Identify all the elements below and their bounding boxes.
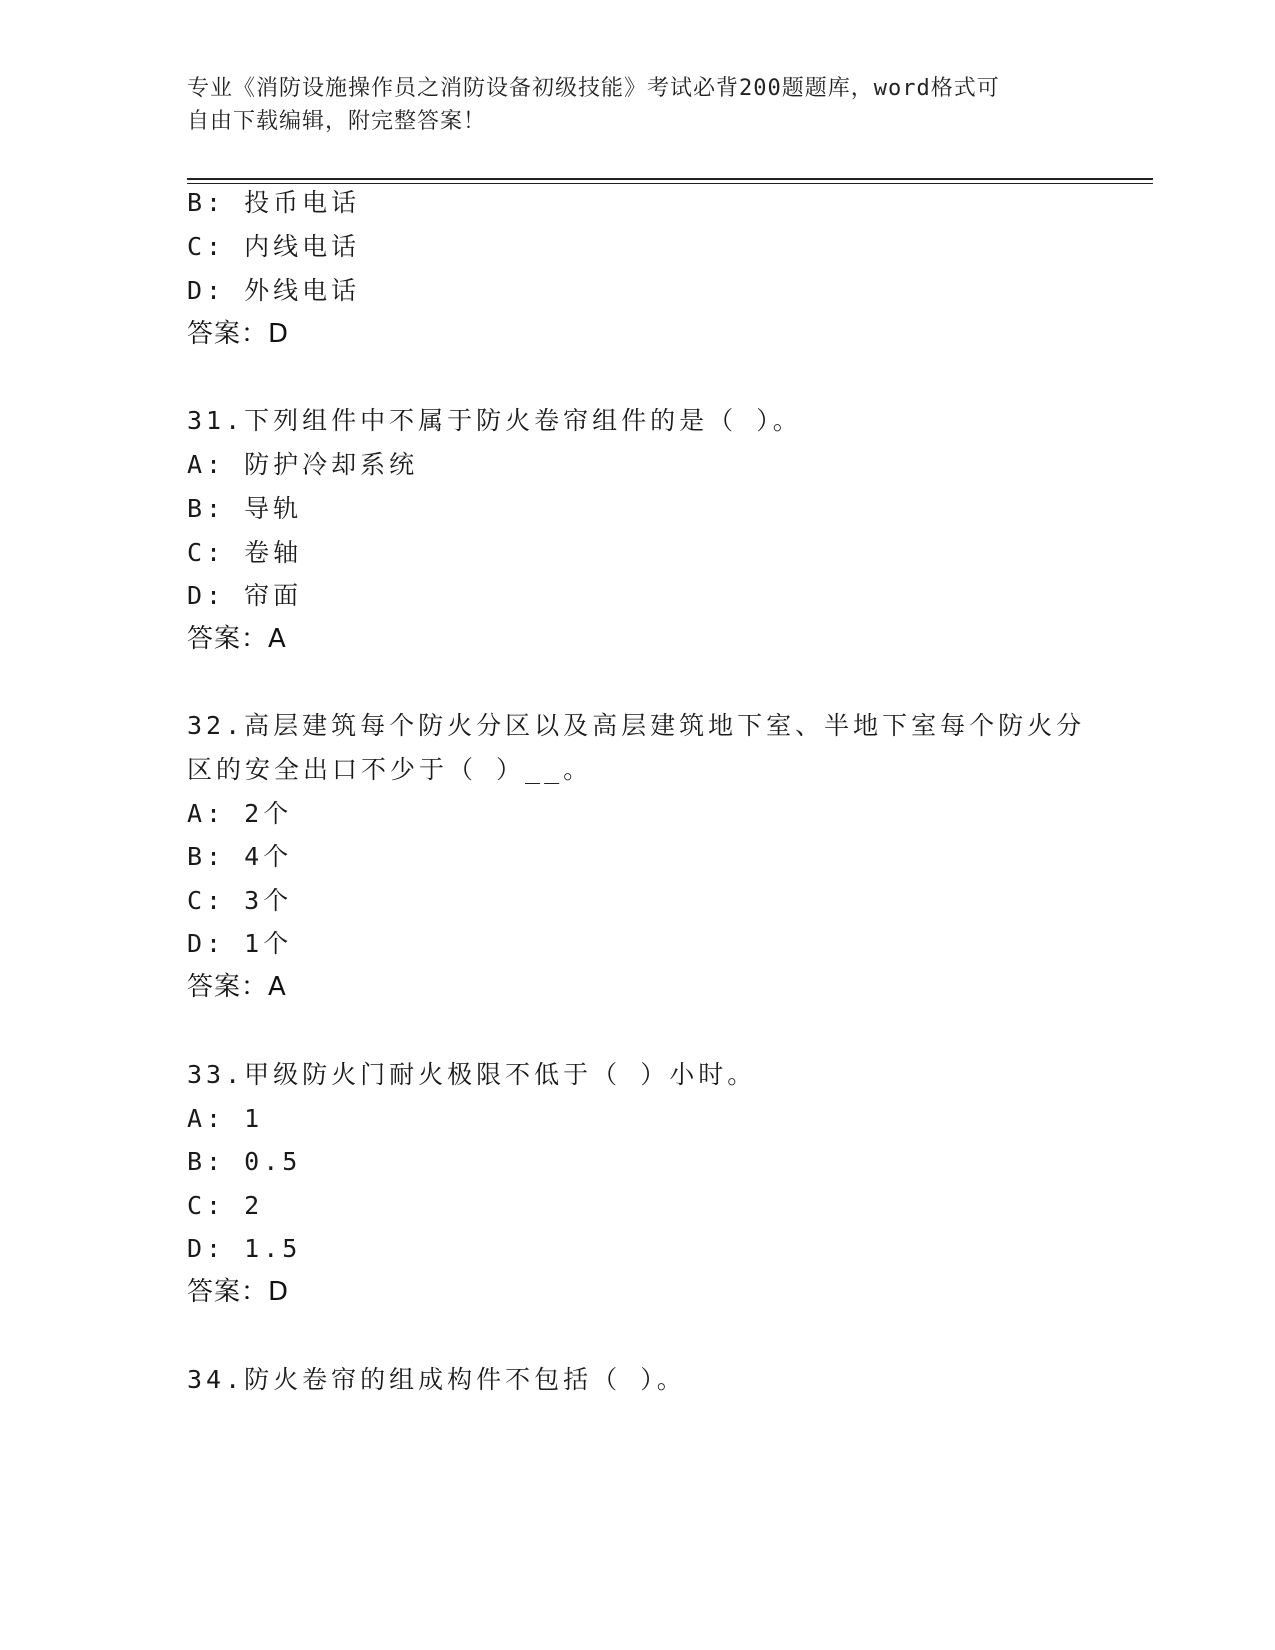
option-d: D: 外线电话 <box>187 276 361 305</box>
answer-line: 答案：D <box>187 319 290 349</box>
option-c: C: 2 <box>187 1191 264 1220</box>
question-34-stem: 34.防火卷帘的组成构件不包括（ ）。 <box>187 1365 686 1394</box>
option-d: D: 1.5 <box>187 1234 302 1263</box>
option-c: C: 内线电话 <box>187 232 361 261</box>
header-title-line-2: 自由下载编辑，附完整答案！ <box>187 109 487 134</box>
question-32-stem-line-2: 区的安全出口不少于（ ）__。 <box>187 755 593 784</box>
option-b: B: 投币电话 <box>187 188 361 217</box>
page-header <box>187 72 1067 138</box>
question-33-stem: 33.甲级防火门耐火极限不低于（ ）小时。 <box>187 1060 757 1089</box>
question-31-stem: 31.下列组件中不属于防火卷帘组件的是（ ）。 <box>187 406 802 435</box>
option-c: C: 3个 <box>187 886 293 915</box>
option-a: A: 2个 <box>187 799 293 828</box>
option-b: B: 4个 <box>187 842 293 871</box>
option-d: D: 帘面 <box>187 581 303 610</box>
option-a: A: 1 <box>187 1104 264 1133</box>
option-b: B: 0.5 <box>187 1147 302 1176</box>
question-32-stem-line-1: 32.高层建筑每个防火分区以及高层建筑地下室、半地下室每个防火分 <box>187 711 1086 740</box>
header-divider-thin <box>187 183 1153 184</box>
option-b: B: 导轨 <box>187 494 303 523</box>
option-d: D: 1个 <box>187 929 293 958</box>
option-a: A: 防护冷却系统 <box>187 450 419 479</box>
header-divider-thick <box>187 178 1153 180</box>
answer-line: 答案：A <box>187 624 287 654</box>
answer-line: 答案：D <box>187 1277 290 1307</box>
header-title-line-1: 专业《消防设施操作员之消防设备初级技能》考试必背200题题库，word格式可 <box>187 76 1000 101</box>
answer-line: 答案：A <box>187 972 287 1002</box>
option-c: C: 卷轴 <box>187 538 303 567</box>
